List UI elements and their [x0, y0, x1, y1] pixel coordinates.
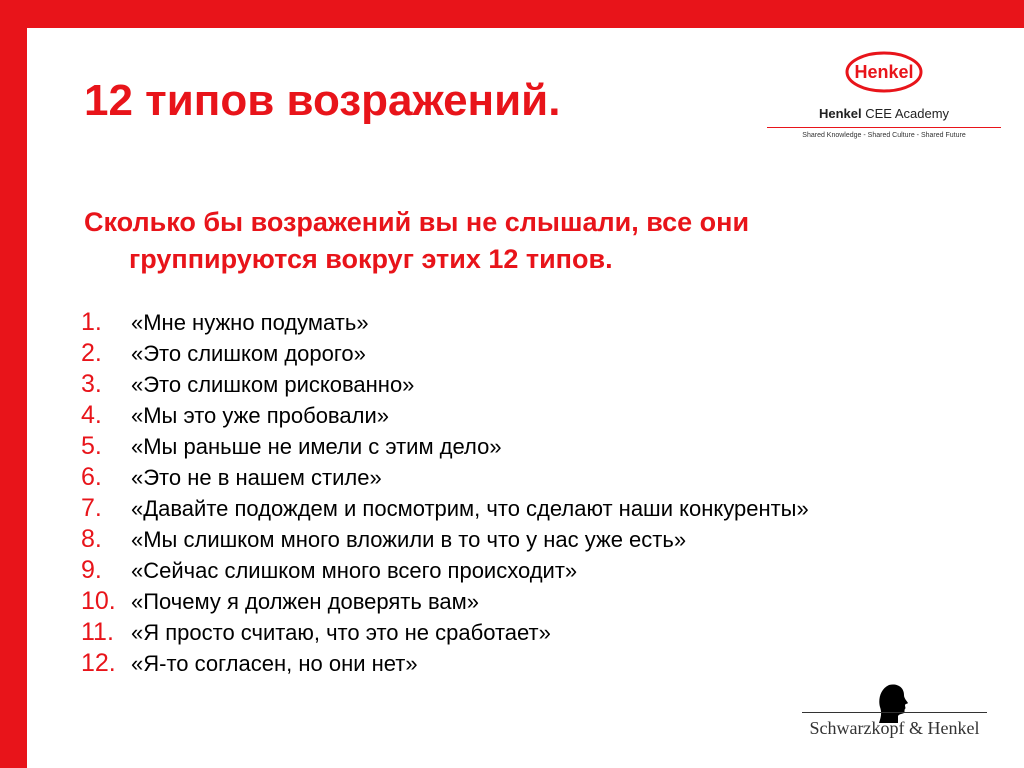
list-item [81, 463, 809, 494]
academy-name-bold: Henkel [818, 106, 862, 121]
list-item-number: 5. [81, 432, 102, 460]
list-item-text: «Это слишком рискованно» [131, 372, 415, 397]
slide-title: 12 типов возражений. [84, 76, 561, 125]
academy-name [767, 106, 1001, 121]
list-item-number: 11. [81, 618, 114, 646]
list-item-text: «Мне нужно подумать» [131, 310, 369, 335]
list-item-number: 10. [81, 587, 116, 615]
list-item-text: «Сейчас слишком много всего происходит» [131, 558, 578, 583]
list-item-text: «Это слишком дорого» [131, 341, 366, 366]
academy-tagline: Shared Knowledge - Shared Culture - Shared Future [802, 132, 966, 139]
list-item-number: 4. [81, 401, 102, 429]
list-item [81, 556, 809, 587]
list-item [81, 494, 809, 525]
list-item-text: «Я-то согласен, но они нет» [131, 651, 418, 676]
list-item-text: «Мы раньше не имели с этим дело» [131, 434, 502, 459]
list-item-text: «Это не в нашем стиле» [131, 465, 382, 490]
list-item [81, 308, 809, 339]
academy-name-rest: CEE Academy [865, 106, 950, 121]
list-item [81, 370, 809, 401]
profile-silhouette-icon [877, 683, 911, 723]
henkel-logo-label: Henkel [854, 62, 914, 82]
list-item-number: 1. [81, 308, 102, 336]
list-item-number: 9. [81, 556, 102, 584]
list-item-text: «Я просто считаю, что это не сработает» [131, 620, 551, 645]
list-item-text: «Давайте подождем и посмотрим, что сделают наши конкуренты» [131, 496, 809, 521]
list-item [81, 339, 809, 370]
list-item-text: «Мы слишком много вложили в то что у нас уже есть» [131, 527, 687, 552]
intro-line-2: группируются вокруг этих 12 типов. [129, 244, 613, 274]
list-item [81, 618, 809, 649]
list-item-number: 7. [81, 494, 102, 522]
footer-brand: Schwarzkopf & Henkel [809, 718, 980, 738]
list-item [81, 401, 809, 432]
intro-line-1: Сколько бы возражений вы не слышали, все они [84, 207, 750, 237]
footer-divider [802, 712, 987, 713]
list-item [81, 525, 809, 556]
objection-list [81, 308, 809, 680]
intro-text [84, 204, 844, 278]
list-item-number: 2. [81, 339, 102, 367]
list-item-text: «Мы это уже пробовали» [131, 403, 389, 428]
list-item-number: 3. [81, 370, 102, 398]
list-item [81, 432, 809, 463]
list-item-number: 12. [81, 649, 116, 677]
henkel-logo [845, 51, 923, 93]
list-item-number: 8. [81, 525, 102, 553]
slide [27, 28, 1024, 768]
academy-divider [767, 127, 1001, 128]
list-item-number: 6. [81, 463, 102, 491]
list-item-text: «Почему я должен доверять вам» [131, 589, 479, 614]
list-item [81, 587, 809, 618]
list-item [81, 649, 809, 680]
